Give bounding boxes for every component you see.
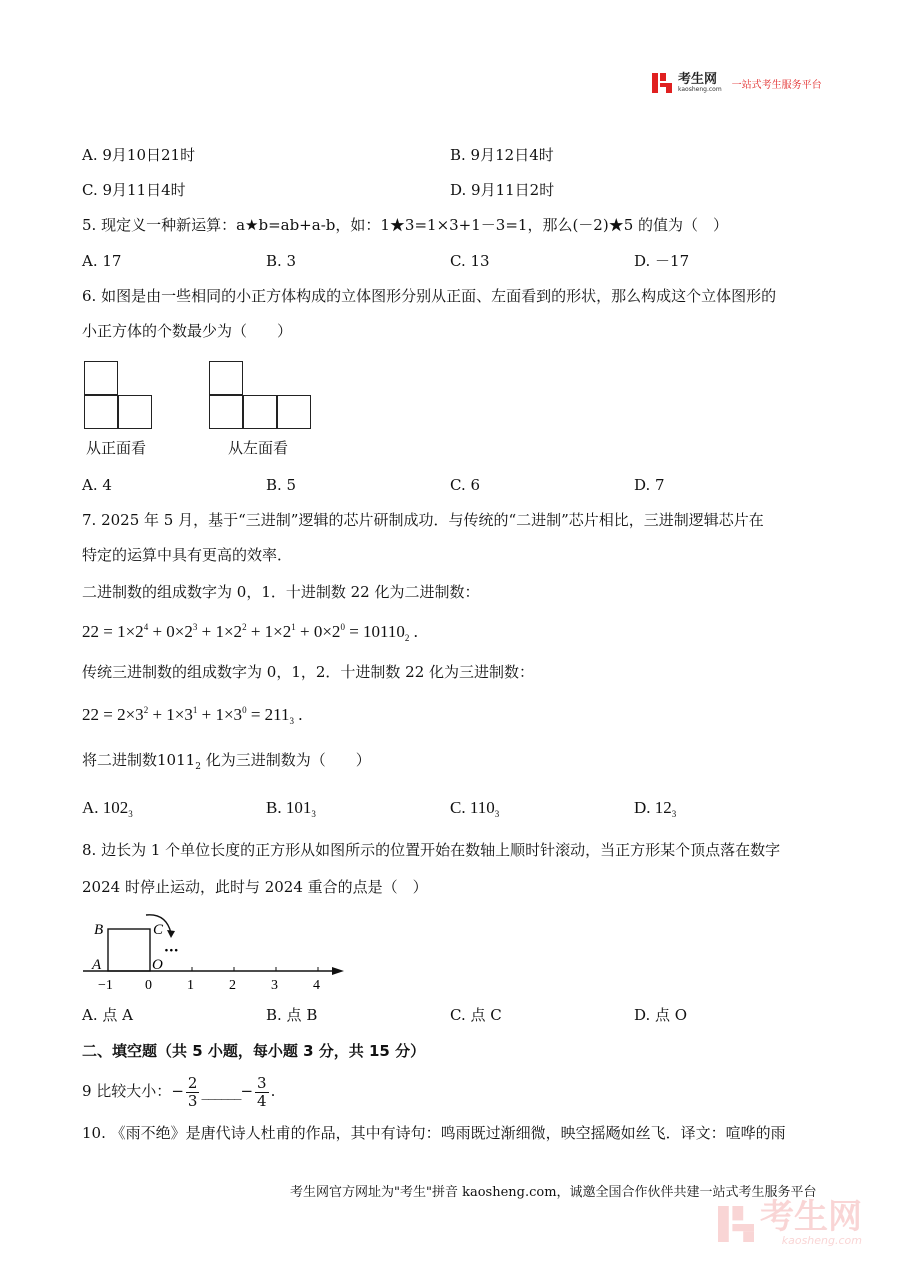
q5-option-b: B. 3 [266, 252, 297, 270]
q8-option-c: C. 点 C [450, 1006, 502, 1024]
q8-stem-2: 2024 时停止运动，此时与 2024 重合的点是（ ） [82, 878, 428, 896]
text-segment: 22 = 2×3 [82, 705, 144, 724]
superscript: 2 [242, 622, 247, 632]
text-segment: B. 101 [266, 798, 312, 817]
q7-binary-intro: 二进制数的组成数字为 0，1．十进制数 22 化为二进制数： [82, 583, 480, 601]
text-segment: = 211 [246, 705, 290, 724]
brand-logo [652, 73, 822, 93]
subscript: 3 [311, 809, 316, 819]
fraction-two-thirds: $\frac{2}{3}$ [187, 1073, 198, 1110]
q8-option-d: D. 点 O [634, 1006, 688, 1024]
watermark-logo-icon [718, 1204, 754, 1244]
text-segment: A. 102 [82, 798, 129, 817]
tick-label: 1 [187, 978, 194, 990]
superscript: 0 [242, 705, 247, 715]
logo-icon [652, 73, 672, 93]
q8-option-a: A. 点 A [82, 1006, 133, 1024]
tick-label: 3 [271, 978, 278, 990]
ellipsis: ··· [164, 943, 179, 959]
axis-arrow-icon [332, 967, 344, 975]
subscript: 2 [404, 633, 410, 643]
q8-stem-1: 8. 边长为 1 个单位长度的正方形从如图所示的位置开始在数轴上顺时针滚动，当正方形某个顶点落在数字 [82, 841, 781, 859]
vertex-label-c: C [153, 922, 164, 938]
q4-option-a: A. 9月10日21时 [82, 146, 196, 164]
text-segment: + 0×2 [295, 622, 341, 641]
text-segment: . [294, 705, 303, 724]
tick-label: 0 [145, 978, 152, 990]
q6-option-d: D. 7 [634, 476, 665, 494]
text-segment: C. 110 [450, 798, 495, 817]
answer-blank: ______ [201, 1082, 241, 1100]
text-segment: = 10110 [344, 622, 405, 641]
superscript: 2 [143, 705, 149, 715]
left-view-label: 从左面看 [228, 439, 289, 457]
front-view-label: 从正面看 [86, 439, 147, 457]
text-segment: 将二进制数 [82, 751, 158, 769]
q7-option-a [82, 798, 133, 818]
q7-option-b [266, 798, 316, 818]
logo-slogan: 一站式考生服务平台 [731, 79, 822, 91]
text-segment: D. 12 [634, 798, 672, 817]
q9-prefix: 9 比较大小： [82, 1082, 172, 1100]
q7-ternary-intro: 传统三进制数的组成数字为 0，1，2．十进制数 22 化为三进制数： [82, 663, 535, 681]
subscript: 2 [195, 762, 201, 772]
q8-option-b: B. 点 B [266, 1006, 318, 1024]
q4-option-d: D. 9月11日2时 [450, 181, 555, 199]
minus-sign: − [171, 1082, 184, 1100]
q7-option-d [634, 798, 676, 818]
q6-option-c: C. 6 [450, 476, 481, 494]
text-segment: + 1×3 [197, 705, 243, 724]
text-segment: + 0×2 [148, 622, 193, 641]
subscript: 3 [494, 809, 500, 819]
q10-stem: 10. 《雨不绝》是唐代诗人杜甫的作品，其中有诗句：鸣雨既过渐细微，映空摇飏如丝飞．译文：喧哗的雨 [82, 1124, 786, 1142]
q5-option-a: A. 17 [82, 252, 122, 270]
text-segment: + 1×2 [197, 622, 243, 641]
tick-label: −1 [98, 978, 113, 990]
superscript: 1 [192, 705, 198, 715]
number-line-figure [78, 905, 358, 990]
watermark-name: 考生网 [760, 1197, 862, 1237]
logo-name: 考生网 [678, 71, 718, 87]
q6-option-a: A. 4 [82, 476, 112, 494]
watermark-domain: kaosheng.com [781, 1234, 862, 1247]
period: . [270, 1082, 276, 1100]
q6-stem-1: 6. 如图是由一些相同的小正方体构成的立体图形分别从正面、左面看到的形状，那么构成这个立体图形的 [82, 287, 777, 305]
text-segment: 化为三进制数为（ ） [200, 751, 371, 769]
q7-option-c [450, 798, 499, 818]
subscript: 3 [289, 716, 295, 726]
q9-stem [82, 1072, 275, 1110]
text-segment: 1011 [157, 751, 196, 769]
q4-option-c: C. 9月11日4时 [82, 181, 186, 199]
q4-option-b: B. 9月12日4时 [450, 146, 554, 164]
minus-sign: − [240, 1082, 254, 1100]
watermark [718, 1197, 862, 1247]
text-segment: + 1×2 [246, 622, 292, 641]
q7-stem-2: 特定的运算中具有更高的效率． [82, 546, 293, 564]
rolling-square [108, 929, 150, 971]
q7-ternary-equation [82, 705, 303, 725]
vertex-label-o: O [152, 957, 163, 973]
q5-stem: 5. 现定义一种新运算：a★b=ab+a-b，如：1★3=1×3+1－3=1，那么(－2)★5 的值为（ ） [82, 216, 729, 234]
q5-option-d: D. －17 [634, 252, 690, 270]
vertex-label-a: A [92, 957, 102, 973]
superscript: 4 [143, 622, 149, 632]
logo-domain: kaosheng.com [678, 85, 722, 93]
q5-option-c: C. 13 [450, 252, 490, 270]
q6-stem-2: 小正方体的个数最少为（ ） [82, 322, 293, 340]
q6-option-b: B. 5 [266, 476, 297, 494]
text-segment: 22 = 1×2 [82, 622, 144, 641]
text-segment: + 1×3 [148, 705, 193, 724]
q7-question [82, 750, 371, 770]
superscript: 1 [291, 622, 296, 632]
superscript: 3 [192, 622, 198, 632]
fraction-three-quarters: $\frac{3}{4}$ [257, 1073, 267, 1110]
subscript: 3 [128, 809, 133, 819]
tick-label: 4 [313, 978, 320, 990]
superscript: 0 [340, 622, 345, 632]
subscript: 3 [671, 809, 677, 819]
vertex-label-b: B [94, 922, 104, 938]
tick-label: 2 [229, 978, 236, 990]
page-footer: 考生网官方网址为"考生"拼音 kaosheng.com，诚邀全国合作伙伴共建一站式考生服务平台 [290, 1185, 817, 1200]
q7-stem-1: 7. 2025 年 5 月，基于“三进制”逻辑的芯片研制成功．与传统的“二进制”芯片相比，三进制逻辑芯片在 [82, 511, 764, 529]
q7-binary-equation [82, 622, 418, 642]
text-segment: . [409, 622, 418, 641]
section-heading: 二、填空题（共 5 小题，每小题 3 分，共 15 分） [82, 1042, 426, 1060]
